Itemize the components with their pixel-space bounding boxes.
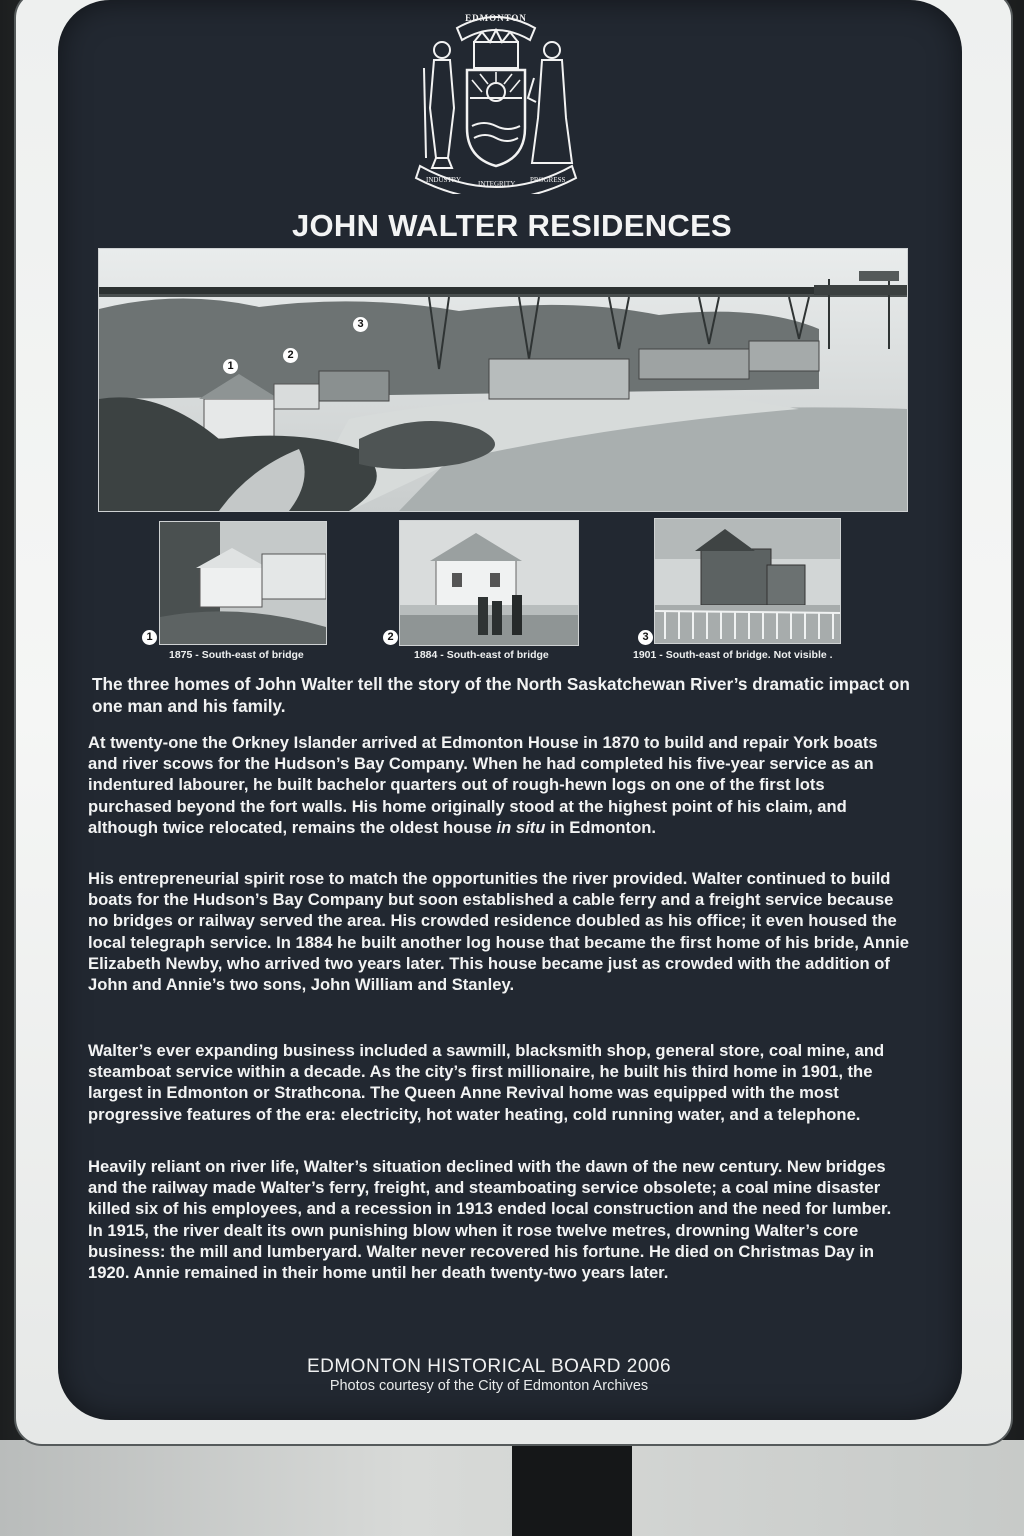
small-photo-1884 bbox=[399, 520, 579, 646]
photo-marker-2: 2 bbox=[283, 348, 298, 363]
small-photo-1-caption: 1875 - South-east of bridge bbox=[169, 649, 304, 661]
crest-banner-text: EDMONTON bbox=[465, 13, 527, 23]
small-photo-1-number: 1 bbox=[142, 630, 157, 645]
intro-paragraph: The three homes of John Walter tell the story of the North Saskatchewan River’s dramatic impact on one man and his family. bbox=[92, 674, 910, 716]
crest-motto-2: INTEGRITY bbox=[478, 180, 516, 188]
sign-post bbox=[512, 1440, 632, 1536]
small-photo-1875 bbox=[159, 521, 327, 645]
small-photo-1901 bbox=[654, 518, 841, 644]
paragraph-3: Walter’s ever expanding business included a sawmill, blacksmith shop, general store, coal mine, and steamboat service within a decade. As the city’s first millionaire, he built his third home in 1901, the largest in Edmonton or Strathcona. The Queen Anne Revival home was equipped with the most progressive features of the era: electricity, hot water heating, cold running water, and a telephone. bbox=[88, 1041, 885, 1124]
main-historical-photo bbox=[98, 248, 908, 512]
paragraph-1-text: At twenty-one the Orkney Islander arrived at Edmonton House in 1870 to build and repair York boats and river scows for the Hudson’s Bay Company. When he had completed his five-year service as an indentured labourer, he built bachelor quarters out of rough-hewn logs on one of the first lots purchased beyond the fort walls. His home originally stood at the highest point of his claim, and although twice relocated, remains the oldest house bbox=[88, 733, 878, 837]
photo-credit: Photos courtesy of the City of Edmonton Archives bbox=[329, 1378, 649, 1394]
paragraph-1-italic: in situ bbox=[496, 817, 546, 837]
paragraph-1 bbox=[88, 732, 910, 838]
plaque-title: JOHN WALTER RESIDENCES bbox=[291, 208, 733, 243]
board-credit: EDMONTON HISTORICAL BOARD 2006 bbox=[306, 1356, 672, 1377]
paragraph-2: His entrepreneurial spirit rose to match the opportunities the river provided. Walter continued to build boats for the Hudson’s Bay Company but soon established a cable ferry and a freight service because no bridges or railway served the area. His crowded residence doubled as his office; it even housed the local telegraph service. In 1884 he built another log house that became the first home of his bride, Annie Elizabeth Newby, who arrived two years later. This house became just as crowded with the addition of John and Annie’s two sons, John William and Stanley. bbox=[88, 869, 909, 995]
crest-motto-1: INDUSTRY bbox=[426, 176, 462, 184]
photo-marker-3: 3 bbox=[353, 317, 368, 332]
photo-marker-1: 1 bbox=[223, 359, 238, 374]
small-photo-3-number: 3 bbox=[638, 630, 653, 645]
edmonton-crest-logo bbox=[412, 8, 580, 194]
paragraph-1-end: in Edmonton. bbox=[545, 817, 656, 837]
small-photo-3-caption: 1901 - South-east of bridge. Not visible . bbox=[633, 649, 833, 661]
small-photo-2-caption: 1884 - South-east of bridge bbox=[414, 649, 549, 661]
crest-motto-3: PROGRESS bbox=[530, 176, 566, 184]
small-photo-2-number: 2 bbox=[383, 630, 398, 645]
paragraph-4: Heavily reliant on river life, Walter’s situation declined with the dawn of the new century. New bridges and the railway made Walter’s ferry, freight, and steamboating service obsolete; a coal mine disaster killed six of his employees, and a recession in 1913 ended local construction and the need for lumber. In 1915, the river dealt its own punishing blow when it rose twelve metres, drowning Walter’s core business: the mill and lumberyard. Walter never recovered his fortune. He died on Christmas Day in 1920. Annie remained in their home until her death twenty-two years later. bbox=[88, 1157, 892, 1283]
